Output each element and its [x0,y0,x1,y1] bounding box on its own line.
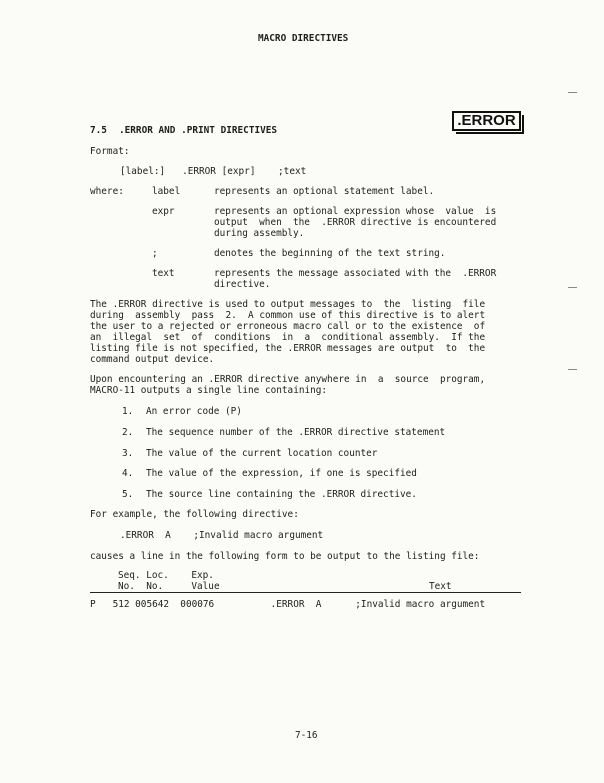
definition-term: ; [152,248,158,259]
definition-line: output when the .ERROR directive is encountered [214,217,497,228]
definition-line: during assembly. [214,228,305,239]
section-number: 7.5 [90,125,107,136]
list-item-number: 5. [122,489,134,500]
margin-mark [568,92,577,93]
paragraph-line: listing file is not specified, the .ERROR messages are output to the [90,343,486,354]
paragraph-line: the user to a rejected or erroneous macro call or to the existence of [90,321,486,332]
list-item-text: The value of the expression, if one is specified [146,468,417,479]
list-item-number: 4. [122,468,134,479]
list-item-text: The value of the current location counter [146,448,378,459]
list-item-text: The source line containing the .ERROR directive. [146,489,417,500]
output-header-text: Text [429,581,452,592]
definition-line: represents an optional expression whose value is [214,206,497,217]
paragraph-line: an illegal set of conditions in a conditional assembly. If the [90,332,486,343]
section-tab: .ERROR [452,111,521,131]
output-header-line: Seq. Loc. Exp. [118,570,214,581]
section-title: .ERROR AND .PRINT DIRECTIVES [119,125,278,136]
definition-line: represents an optional statement label. [214,186,435,197]
paragraph-line: during assembly pass 2. A common use of this directive is to alert [90,310,486,321]
paragraph-line: Upon encountering an .ERROR directive anywhere in a source program, [90,374,486,385]
definition-line: directive. [214,279,271,290]
list-item-number: 3. [122,448,134,459]
page-number: 7-16 [295,730,318,741]
paragraph-line: command output device. [90,354,215,365]
margin-mark [568,369,577,370]
definition-term: expr [152,206,175,217]
output-row: P 512 005642 000076 .ERROR A ;Invalid macro argument [90,599,486,610]
definition-term: text [152,268,175,279]
format-label: Format: [90,146,130,157]
example-intro: For example, the following directive: [90,509,299,520]
paragraph-line: MACRO-11 outputs a single line containing: [90,385,328,396]
margin-mark [568,287,577,288]
where-label: where: [90,186,124,197]
format-line: [label:] .ERROR [expr] ;text [120,166,307,177]
causes-line: causes a line in the following form to be output to the listing file: [90,551,480,562]
list-item-number: 1. [122,406,134,417]
paragraph-line: The .ERROR directive is used to output messages to the listing file [90,299,486,310]
list-item-text: The sequence number of the .ERROR directive statement [146,427,446,438]
output-header-line: No. No. Value [118,581,220,592]
list-item-text: An error code (P) [146,406,242,417]
definition-line: represents the message associated with the .ERROR [214,268,497,279]
list-item-number: 2. [122,427,134,438]
running-head: MACRO DIRECTIVES [258,33,349,44]
definition-term: label [152,186,181,197]
example-code: .ERROR A ;Invalid macro argument [120,530,324,541]
definition-line: denotes the beginning of the text string. [214,248,446,259]
output-header-rule [90,592,521,593]
